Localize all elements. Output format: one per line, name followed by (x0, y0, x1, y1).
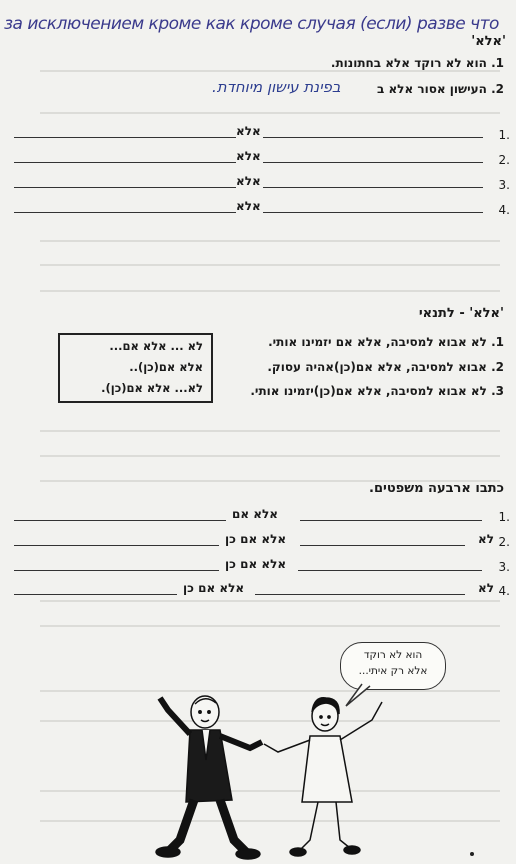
bleed-through-line (40, 600, 500, 602)
sentence-start-word: לא (478, 532, 494, 546)
sentence-number: 1. (498, 510, 510, 524)
answer-line-left[interactable] (14, 162, 236, 163)
exercise-word: אלא (236, 124, 261, 138)
example-text: לא אבוא למסיבה, אלא אם(כן)יזמינו אותי. (250, 384, 487, 398)
sentence-connector: אלא אם כן (225, 557, 287, 571)
example-text: לא אבוא למסיבה, אלא אם יזמינו אותי. (268, 335, 487, 349)
example-line-2 (377, 82, 504, 96)
bleed-through-line (40, 264, 500, 266)
bleed-through-line (40, 625, 500, 627)
condition-example-3 (250, 384, 504, 398)
woman-figure (264, 698, 382, 856)
section-title-write-sentences: כתבו ארבעה משפטים. (369, 481, 504, 496)
exercise-word: אלא (236, 149, 261, 163)
exercise-word: אלא (236, 174, 261, 188)
sentence-number: 2. (498, 535, 510, 549)
page-dot (470, 852, 474, 856)
example-number: 1. (491, 56, 504, 70)
bubble-line-2: אלא רק איתי... (358, 665, 428, 677)
sentence-number: 3. (498, 560, 510, 574)
sentence-blank-right[interactable] (255, 594, 465, 595)
answer-line-right[interactable] (263, 187, 483, 188)
exercise-number: 4. (498, 203, 510, 217)
example-line-1 (331, 56, 504, 70)
sentence-blank-right[interactable] (300, 545, 465, 546)
handwritten-russian-translation: за исключением кроме как кроме случая (если) разве что (4, 14, 499, 34)
sentence-blank-left[interactable] (14, 520, 226, 521)
sentence-blank-left[interactable] (14, 594, 177, 595)
answer-line-right[interactable] (263, 137, 483, 138)
section-title-ela: 'אלא' (471, 34, 506, 49)
answer-line-left[interactable] (14, 137, 236, 138)
bleed-through-line (40, 240, 500, 242)
answer-line-right[interactable] (263, 162, 483, 163)
bleed-through-line (40, 112, 500, 114)
example-number: 1. (491, 335, 504, 349)
sentence-connector: אלא אם כן (183, 581, 245, 595)
pattern-line: אלא אם(כן).. (129, 360, 203, 374)
dancing-couple-illustration (150, 690, 410, 860)
answer-line-right[interactable] (263, 212, 483, 213)
sentence-connector: אלא אם (232, 507, 279, 521)
bubble-line-1: הוא לא רוקד (363, 649, 423, 661)
exercise-number: 3. (498, 178, 510, 192)
example-number: 3. (491, 384, 504, 398)
example-number: 2. (491, 360, 504, 374)
sentence-start-word: לא (478, 581, 494, 595)
section-title-condition: 'אלא' - לתנאי (418, 306, 504, 321)
bleed-through-line (40, 290, 500, 292)
sentence-number: 4. (498, 584, 510, 598)
sentence-connector: אלא אם כן (225, 532, 287, 546)
exercise-word: אלא (236, 199, 261, 213)
condition-example-2 (267, 360, 504, 374)
example-number: 2. (491, 82, 504, 96)
condition-example-1 (268, 335, 504, 349)
example-text: הוא לא רוקד אלא בחתונות. (330, 56, 487, 70)
example-text: אבוא למסיבה, אלא אם(כן)אהיה עסוק. (267, 360, 487, 374)
sentence-blank-left[interactable] (14, 545, 219, 546)
bleed-through-line (40, 430, 500, 432)
exercise-number: 2. (498, 153, 510, 167)
pattern-line: לא ... אלא אם... (109, 339, 203, 353)
sentence-blank-left[interactable] (14, 570, 219, 571)
sentence-blank-right[interactable] (300, 520, 482, 521)
example-text: העישון אסור אלא ב (376, 82, 487, 96)
pattern-line: לא... אלא אם(כן). (101, 381, 203, 395)
man-figure (156, 696, 262, 859)
bleed-through-line (40, 70, 500, 72)
answer-line-left[interactable] (14, 212, 236, 213)
bleed-through-line (40, 455, 500, 457)
handwritten-hebrew-answer: בפינת עישון מיוחדת. (212, 78, 341, 96)
sentence-blank-right[interactable] (298, 570, 482, 571)
answer-line-left[interactable] (14, 187, 236, 188)
pattern-summary-box (58, 333, 213, 403)
exercise-number: 1. (498, 128, 510, 142)
